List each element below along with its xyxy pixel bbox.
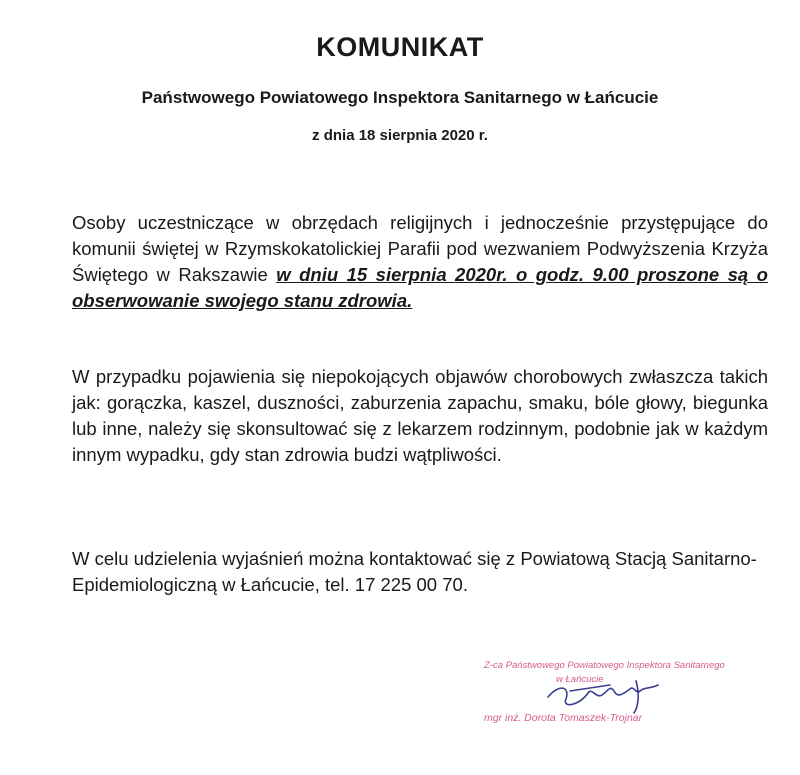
stamp-line-3: mgr inż. Dorota Tomaszek-Trojnar — [484, 712, 643, 724]
paragraph-2: W przypadku pojawienia się niepokojących objawów chorobowych zwłaszcza takich jak: gorączka, kaszel, duszności, zaburzenia zapachu, smaku, bóle głowy, biegunka lub inne, należy się skonsultować się z lekarzem rodzinnym, podobnie jak w każdym innym wypadku, gdy stan zdrowia budzi wątpliwości. — [72, 366, 768, 465]
document-subtitle: Państwowego Powiatowego Inspektora Sanitarnego w Łańcucie — [141, 88, 659, 107]
paragraph-1 — [72, 210, 768, 314]
document-date: z dnia 18 sierpnia 2020 r. — [312, 127, 488, 144]
paragraph-1-emphasis: w dniu 15 sierpnia 2020r. o godz. 9.00 proszone są o obserwowanie swojego stanu zdrowia. — [72, 264, 768, 311]
handwritten-signature — [540, 665, 680, 720]
paragraph-3: W celu udzielenia wyjaśnień można kontaktować się z Powiatową Stacją Sanitarno-Epidemiologiczną w Łańcucie, tel. 17 225 00 70. — [72, 548, 757, 595]
stamp-line-1: Z-ca Państwowego Powiatowego Inspektora Sanitarnego — [484, 660, 725, 671]
paragraph-1-text: Osoby uczestniczące w obrzędach religijnych i jednocześnie przystępujące do komunii świętej w Rzymskokatolickiej Parafii pod wezwaniem Podwyższenia Krzyża Świętego w Rakszawie — [72, 212, 768, 285]
signature-stroke — [548, 681, 658, 713]
document-title: KOMUNIKAT — [316, 32, 484, 62]
stamp-line-2: w Łańcucie — [556, 674, 604, 685]
